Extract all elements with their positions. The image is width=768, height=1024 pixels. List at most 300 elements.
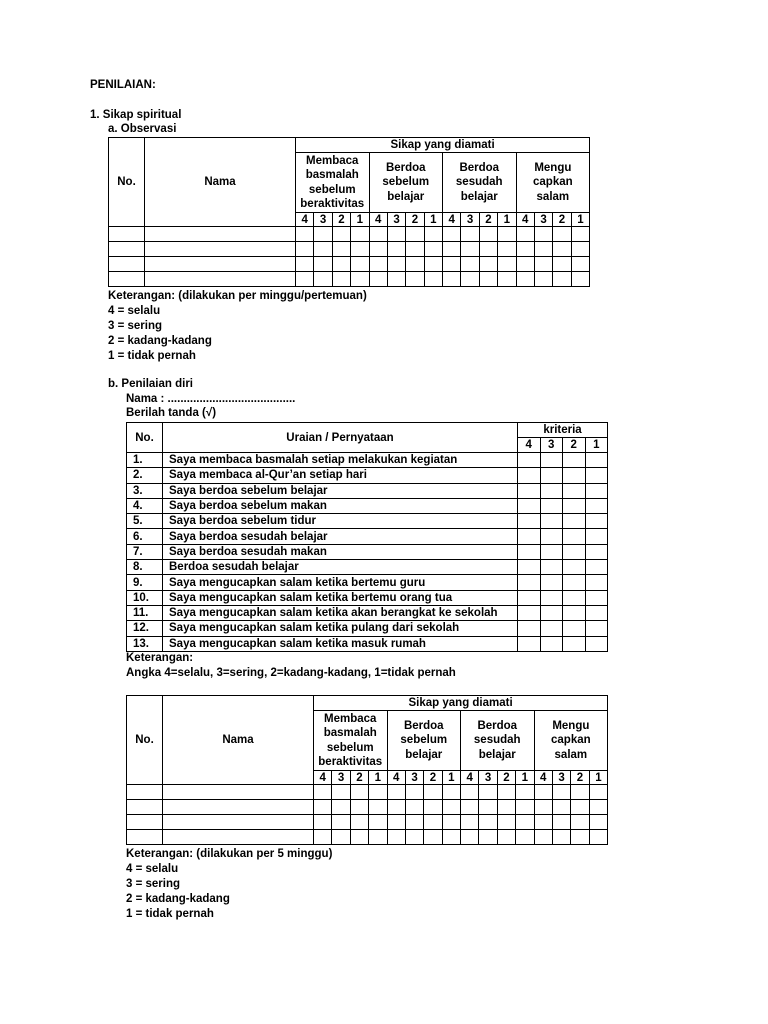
- score-cell: [516, 227, 534, 242]
- score-header: 2: [571, 771, 589, 785]
- score-cell: [589, 785, 608, 800]
- score-cell: [563, 498, 586, 513]
- row-number-cell: 4.: [127, 498, 163, 513]
- score-header: 3: [552, 771, 570, 785]
- score-cell: [332, 815, 350, 830]
- score-cell: [552, 830, 570, 845]
- score-cell: [424, 830, 442, 845]
- score-cell: [405, 800, 423, 815]
- score-cell: [534, 272, 552, 287]
- score-cell: [314, 800, 332, 815]
- score-cell: [461, 242, 479, 257]
- row-number-cell: 1.: [127, 453, 163, 468]
- score-cell: [563, 605, 586, 620]
- score-cell: [540, 621, 563, 636]
- name-cell: [145, 257, 296, 272]
- score-cell: [518, 514, 541, 529]
- score-cell: [534, 242, 552, 257]
- keterangan-title: Keterangan: (dilakukan per minggu/pertemuan): [108, 290, 367, 302]
- score-cell: [571, 242, 590, 257]
- score-header: 4: [369, 213, 387, 227]
- score-cell: [350, 800, 368, 815]
- statement-cell: Saya berdoa sebelum makan: [163, 498, 518, 513]
- table-row: [127, 800, 608, 815]
- score-cell: [534, 830, 552, 845]
- name-cell: [145, 272, 296, 287]
- score-cell: [540, 498, 563, 513]
- score-cell: [351, 257, 369, 272]
- keterangan-line: 4 = selalu: [126, 863, 179, 875]
- score-cell: [585, 621, 608, 636]
- score-cell: [387, 227, 405, 242]
- aspect-berdoa-sebelum-belajar: Berdoa sebelum belajar: [369, 153, 443, 213]
- score-cell: [369, 242, 387, 257]
- score-cell: [516, 242, 534, 257]
- row-number-cell: 9.: [127, 575, 163, 590]
- score-cell: [516, 800, 534, 815]
- score-cell: [540, 514, 563, 529]
- row-number-cell: 12.: [127, 621, 163, 636]
- score-cell: [479, 785, 497, 800]
- score-cell: [518, 468, 541, 483]
- score-header: 4: [518, 438, 541, 453]
- statement-cell: Saya membaca al-Qur’an setiap hari: [163, 468, 518, 483]
- statement-cell: Saya berdoa sebelum belajar: [163, 483, 518, 498]
- statement-cell: Saya membaca basmalah setiap melakukan kegiatan: [163, 453, 518, 468]
- statement-cell: Saya mengucapkan salam ketika pulang dari sekolah: [163, 621, 518, 636]
- keterangan-title: Keterangan: (dilakukan per 5 minggu): [126, 848, 333, 860]
- score-cell: [540, 575, 563, 590]
- score-cell: [571, 800, 589, 815]
- name-cell: [163, 815, 314, 830]
- score-header: 3: [332, 771, 350, 785]
- score-cell: [332, 272, 350, 287]
- keterangan-line: 2 = kadang-kadang: [126, 893, 230, 905]
- score-cell: [534, 257, 552, 272]
- score-cell: [589, 815, 608, 830]
- statement-cell: Saya mengucapkan salam ketika bertemu guru: [163, 575, 518, 590]
- statement-cell: Saya berdoa sesudah belajar: [163, 529, 518, 544]
- score-header: 3: [461, 213, 479, 227]
- row-number-cell: 8.: [127, 560, 163, 575]
- score-cell: [332, 785, 350, 800]
- row-number-cell: 5.: [127, 514, 163, 529]
- score-cell: [534, 785, 552, 800]
- score-cell: [296, 242, 314, 257]
- table-row: [109, 242, 590, 257]
- score-cell: [585, 560, 608, 575]
- row-number-cell: 2.: [127, 468, 163, 483]
- score-header: 3: [405, 771, 423, 785]
- score-cell: [563, 514, 586, 529]
- score-header: 3: [479, 771, 497, 785]
- keterangan-line: 2 = kadang-kadang: [108, 335, 212, 347]
- observation-table: [108, 137, 590, 287]
- row-number-cell: 3.: [127, 483, 163, 498]
- score-cell: [563, 453, 586, 468]
- score-header: 4: [516, 213, 534, 227]
- statement-cell: Saya mengucapkan salam ketika akan berangkat ke sekolah: [163, 605, 518, 620]
- col-header-nama: Nama: [145, 138, 296, 227]
- score-cell: [387, 242, 405, 257]
- score-cell: [553, 272, 571, 287]
- statement-cell: Saya mengucapkan salam ketika masuk rumah: [163, 636, 518, 651]
- score-cell: [387, 815, 405, 830]
- score-cell: [479, 272, 497, 287]
- score-cell: [369, 272, 387, 287]
- score-cell: [516, 257, 534, 272]
- subsection-title-penilaian-diri: b. Penilaian diri: [108, 378, 193, 390]
- score-cell: [498, 242, 516, 257]
- score-cell: [350, 785, 368, 800]
- table-row: [127, 483, 608, 498]
- score-cell: [585, 483, 608, 498]
- score-cell: [540, 483, 563, 498]
- name-cell: [145, 242, 296, 257]
- score-cell: [518, 621, 541, 636]
- score-cell: [571, 272, 590, 287]
- row-number-cell: [127, 830, 163, 845]
- score-header: 3: [314, 213, 332, 227]
- row-number-cell: [109, 227, 145, 242]
- row-number-cell: [109, 272, 145, 287]
- score-cell: [296, 227, 314, 242]
- score-header: 3: [534, 213, 552, 227]
- score-cell: [406, 227, 424, 242]
- score-cell: [571, 815, 589, 830]
- aspect-mengucapkan-salam: Mengu capkan salam: [534, 711, 608, 771]
- score-header: 1: [351, 213, 369, 227]
- score-cell: [518, 575, 541, 590]
- table-row: [127, 514, 608, 529]
- score-cell: [406, 242, 424, 257]
- score-cell: [387, 800, 405, 815]
- score-cell: [314, 272, 332, 287]
- score-cell: [534, 815, 552, 830]
- statement-cell: Saya mengucapkan salam ketika bertemu orang tua: [163, 590, 518, 605]
- score-cell: [332, 242, 350, 257]
- statement-cell: Saya berdoa sebelum tidur: [163, 514, 518, 529]
- score-cell: [405, 815, 423, 830]
- score-cell: [518, 560, 541, 575]
- keterangan-line: 1 = tidak pernah: [126, 908, 214, 920]
- aspect-berdoa-sesudah-belajar: Berdoa sesudah belajar: [443, 153, 517, 213]
- nama-field-line: Nama : ........................................: [126, 393, 296, 405]
- score-cell: [585, 529, 608, 544]
- score-header: 4: [314, 771, 332, 785]
- name-cell: [163, 800, 314, 815]
- score-cell: [461, 800, 479, 815]
- col-header-nama: Nama: [163, 696, 314, 785]
- score-header: 1: [585, 438, 608, 453]
- score-cell: [369, 830, 387, 845]
- score-cell: [552, 815, 570, 830]
- table-row: [127, 621, 608, 636]
- score-header: 2: [479, 213, 497, 227]
- score-cell: [563, 590, 586, 605]
- score-header: 4: [443, 213, 461, 227]
- score-header: 4: [296, 213, 314, 227]
- score-cell: [518, 636, 541, 651]
- col-header-no: No.: [109, 138, 145, 227]
- score-header: 2: [406, 213, 424, 227]
- score-cell: [424, 257, 442, 272]
- score-header: 2: [350, 771, 368, 785]
- score-cell: [369, 227, 387, 242]
- score-cell: [540, 636, 563, 651]
- score-cell: [585, 453, 608, 468]
- score-cell: [332, 227, 350, 242]
- score-cell: [406, 272, 424, 287]
- score-cell: [314, 815, 332, 830]
- score-cell: [497, 830, 515, 845]
- row-number-cell: [127, 785, 163, 800]
- row-number-cell: 13.: [127, 636, 163, 651]
- row-number-cell: 6.: [127, 529, 163, 544]
- score-cell: [497, 800, 515, 815]
- score-cell: [443, 227, 461, 242]
- score-cell: [461, 830, 479, 845]
- score-cell: [585, 514, 608, 529]
- score-cell: [571, 227, 590, 242]
- score-cell: [350, 815, 368, 830]
- score-header: 1: [498, 213, 516, 227]
- score-cell: [461, 257, 479, 272]
- score-header: 2: [424, 771, 442, 785]
- table-row: [127, 815, 608, 830]
- score-header: 2: [553, 213, 571, 227]
- keterangan-line: 3 = sering: [108, 320, 163, 332]
- score-cell: [369, 800, 387, 815]
- row-number-cell: [109, 242, 145, 257]
- score-header: 1: [442, 771, 460, 785]
- score-cell: [314, 785, 332, 800]
- keterangan-line: 4 = selalu: [108, 305, 161, 317]
- col-header-no: No.: [127, 696, 163, 785]
- score-header: 2: [497, 771, 515, 785]
- score-cell: [442, 830, 460, 845]
- score-cell: [296, 257, 314, 272]
- score-cell: [405, 830, 423, 845]
- score-cell: [563, 621, 586, 636]
- score-cell: [387, 257, 405, 272]
- score-cell: [553, 227, 571, 242]
- score-header: 1: [424, 213, 442, 227]
- score-cell: [518, 529, 541, 544]
- score-cell: [563, 468, 586, 483]
- score-cell: [552, 800, 570, 815]
- page-heading: PENILAIAN:: [90, 79, 156, 91]
- score-cell: [497, 815, 515, 830]
- score-cell: [351, 242, 369, 257]
- score-cell: [443, 257, 461, 272]
- score-cell: [563, 560, 586, 575]
- score-cell: [540, 529, 563, 544]
- name-cell: [163, 785, 314, 800]
- score-cell: [585, 468, 608, 483]
- score-cell: [540, 605, 563, 620]
- score-cell: [479, 800, 497, 815]
- instruction-text: Berilah tanda (√): [126, 407, 217, 419]
- score-cell: [534, 800, 552, 815]
- score-cell: [534, 227, 552, 242]
- keterangan-line: 3 = sering: [126, 878, 181, 890]
- score-header: 4: [534, 771, 552, 785]
- score-cell: [516, 830, 534, 845]
- score-cell: [461, 272, 479, 287]
- score-header: 1: [589, 771, 608, 785]
- score-header: 1: [369, 771, 387, 785]
- score-cell: [585, 636, 608, 651]
- table-row: [127, 636, 608, 651]
- col-header-uraian: Uraian / Pernyataan: [163, 423, 518, 453]
- keterangan-title: Keterangan:: [126, 652, 194, 664]
- score-cell: [498, 257, 516, 272]
- self-assessment-table: [126, 422, 608, 652]
- score-cell: [387, 272, 405, 287]
- score-cell: [424, 242, 442, 257]
- row-number-cell: 7.: [127, 544, 163, 559]
- group-header-sikap: Sikap yang diamati: [314, 696, 608, 711]
- score-cell: [406, 257, 424, 272]
- score-cell: [571, 785, 589, 800]
- score-cell: [518, 498, 541, 513]
- score-cell: [498, 227, 516, 242]
- score-cell: [553, 257, 571, 272]
- score-cell: [332, 800, 350, 815]
- subsection-title-observasi: a. Observasi: [108, 123, 177, 135]
- score-cell: [442, 800, 460, 815]
- score-cell: [479, 830, 497, 845]
- score-cell: [585, 590, 608, 605]
- observation-table: [126, 695, 608, 845]
- score-cell: [351, 272, 369, 287]
- table-row: [127, 468, 608, 483]
- table-row: [127, 590, 608, 605]
- score-cell: [540, 544, 563, 559]
- table-row: [109, 227, 590, 242]
- score-header: 3: [387, 213, 405, 227]
- score-cell: [332, 257, 350, 272]
- table-row: [127, 529, 608, 544]
- score-cell: [585, 498, 608, 513]
- score-header: 1: [516, 771, 534, 785]
- score-cell: [518, 453, 541, 468]
- score-cell: [563, 529, 586, 544]
- score-cell: [516, 272, 534, 287]
- statement-cell: Berdoa sesudah belajar: [163, 560, 518, 575]
- score-cell: [498, 272, 516, 287]
- table-row: [109, 272, 590, 287]
- score-cell: [350, 830, 368, 845]
- score-cell: [518, 544, 541, 559]
- score-cell: [552, 785, 570, 800]
- score-cell: [442, 815, 460, 830]
- score-cell: [405, 785, 423, 800]
- score-cell: [540, 560, 563, 575]
- score-header: 2: [563, 438, 586, 453]
- score-cell: [387, 785, 405, 800]
- score-cell: [563, 544, 586, 559]
- aspect-membaca-basmalah: Membaca basmalah sebelum beraktivitas: [296, 153, 370, 213]
- table-row: [127, 830, 608, 845]
- score-header: 1: [571, 213, 590, 227]
- score-cell: [589, 800, 608, 815]
- row-number-cell: [109, 257, 145, 272]
- aspect-membaca-basmalah: Membaca basmalah sebelum beraktivitas: [314, 711, 388, 771]
- row-number-cell: [127, 800, 163, 815]
- score-cell: [369, 257, 387, 272]
- score-cell: [443, 272, 461, 287]
- score-cell: [461, 815, 479, 830]
- table-row: [127, 453, 608, 468]
- table-row: [127, 560, 608, 575]
- table-row: [127, 575, 608, 590]
- keterangan-line: 1 = tidak pernah: [108, 350, 196, 362]
- table-row: [109, 257, 590, 272]
- score-cell: [424, 815, 442, 830]
- statement-cell: Saya berdoa sesudah makan: [163, 544, 518, 559]
- score-header: 4: [387, 771, 405, 785]
- table-row: [127, 785, 608, 800]
- score-cell: [516, 785, 534, 800]
- score-cell: [314, 242, 332, 257]
- score-cell: [369, 815, 387, 830]
- table-row: [127, 544, 608, 559]
- aspect-berdoa-sesudah-belajar: Berdoa sesudah belajar: [461, 711, 535, 771]
- score-cell: [296, 272, 314, 287]
- score-cell: [563, 483, 586, 498]
- score-cell: [497, 785, 515, 800]
- score-cell: [424, 272, 442, 287]
- col-header-no: No.: [127, 423, 163, 453]
- score-cell: [518, 590, 541, 605]
- score-cell: [553, 242, 571, 257]
- score-cell: [540, 468, 563, 483]
- score-cell: [540, 453, 563, 468]
- score-cell: [516, 815, 534, 830]
- score-cell: [585, 575, 608, 590]
- score-cell: [571, 830, 589, 845]
- row-number-cell: 10.: [127, 590, 163, 605]
- score-header: 3: [540, 438, 563, 453]
- score-cell: [563, 575, 586, 590]
- col-header-kriteria: kriteria: [518, 423, 608, 438]
- score-cell: [424, 227, 442, 242]
- score-cell: [540, 590, 563, 605]
- score-cell: [442, 785, 460, 800]
- aspect-berdoa-sebelum-belajar: Berdoa sebelum belajar: [387, 711, 461, 771]
- score-cell: [585, 605, 608, 620]
- score-cell: [387, 830, 405, 845]
- score-cell: [424, 800, 442, 815]
- score-cell: [563, 636, 586, 651]
- score-cell: [479, 257, 497, 272]
- score-cell: [351, 227, 369, 242]
- score-header: 2: [332, 213, 350, 227]
- table-row: [127, 498, 608, 513]
- section-title-sikap-spiritual: 1. Sikap spiritual: [90, 109, 182, 121]
- score-cell: [479, 227, 497, 242]
- score-header: 4: [461, 771, 479, 785]
- score-cell: [314, 830, 332, 845]
- row-number-cell: 11.: [127, 605, 163, 620]
- score-cell: [461, 227, 479, 242]
- score-cell: [479, 815, 497, 830]
- score-cell: [332, 830, 350, 845]
- score-cell: [518, 605, 541, 620]
- score-cell: [314, 227, 332, 242]
